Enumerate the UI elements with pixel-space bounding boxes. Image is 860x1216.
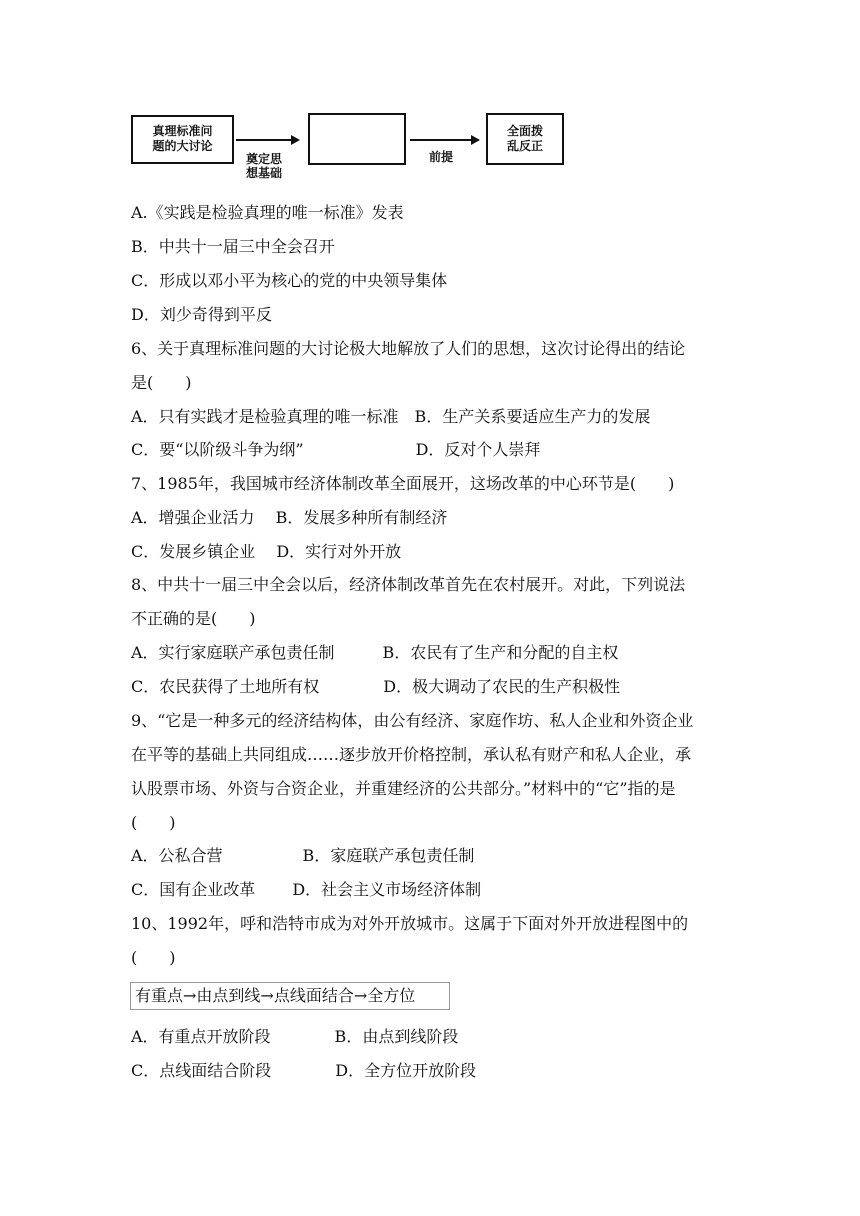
q5-option-d: D．刘少奇得到平反: [131, 305, 272, 324]
diagram-arrow-1: [236, 139, 292, 141]
diagram-arrow-1-label: 奠定思 想基础: [245, 152, 282, 180]
q8-stem-line1: 8、中共十一届三中全会以后，经济体制改革首先在农村展开。对此，下列说法: [131, 575, 686, 594]
diagram-arrow-2: [410, 139, 472, 141]
q6-stem-line1: 6、关于真理标准问题的大讨论极大地解放了人们的思想，这次讨论得出的结论: [131, 339, 686, 358]
q7-stem: 7、1985年，我国城市经济体制改革全面展开，这场改革的中心环节是( ): [131, 474, 675, 493]
diagram-box-truth-debate: 真理标准问 题的大讨论: [131, 115, 234, 164]
q9-options-line1: A．公私合营 B．家庭联产承包责任制: [131, 846, 475, 865]
q5-option-a: A.《实践是检验真理的唯一标准》发表: [131, 203, 404, 222]
q9-stem-line4: ( ): [131, 813, 176, 832]
q6-options-line1: A．只有实践才是检验真理的唯一标准 B．生产关系要适应生产力的发展: [131, 407, 651, 426]
q8-stem-line2: 不正确的是( ): [131, 609, 256, 628]
q10-options-line1: A．有重点开放阶段 B．由点到线阶段: [131, 1027, 459, 1046]
q10-stem-line1: 10、1992年，呼和浩特市成为对外开放城市。这属于下面对外开放进程图中的: [131, 914, 689, 933]
q10-opening-progress-box: 有重点→由点到线→点线面结合→全方位: [130, 982, 450, 1010]
diagram-arrowhead-2: [471, 135, 480, 145]
q9-stem-line3: 认股票市场、外资与合资企业，并重建经济的公共部分。”材料中的“它”指的是: [131, 779, 676, 798]
q9-stem-line1: 9、“它是一种多元的经济结构体，由公有经济、家庭作坊、私人企业和外资企业: [131, 711, 694, 730]
diagram-box-blank: [308, 113, 406, 165]
q6-options-line2: C．要“以阶级斗争为纲” D．反对个人崇拜: [131, 440, 541, 459]
diagram-arrowhead-1: [291, 135, 300, 145]
q9-stem-line2: 在平等的基础上共同组成……逐步放开价格控制，承认私有财产和私人企业，承: [131, 745, 692, 764]
diagram-arrow-2-label: 前提: [428, 150, 453, 164]
diagram-box-boluan-fanzheng: 全面拨 乱反正: [486, 113, 564, 165]
q8-options-line1: A．实行家庭联产承包责任制 B．农民有了生产和分配的自主权: [131, 643, 619, 662]
q6-stem-line2: 是( ): [131, 373, 192, 392]
q10-stem-line2: ( ): [131, 948, 176, 967]
q5-option-c: C．形成以邓小平为核心的党的中央领导集体: [131, 271, 448, 290]
q7-options-line1: A．增强企业活力 B．发展多种所有制经济: [131, 508, 448, 527]
q7-options-line2: C．发展乡镇企业 D．实行对外开放: [131, 542, 402, 561]
q9-options-line2: C．国有企业改革 D．社会主义市场经济体制: [131, 880, 482, 899]
q5-option-b: B．中共十一届三中全会召开: [131, 237, 335, 256]
q10-options-line2: C．点线面结合阶段 D．全方位开放阶段: [131, 1061, 477, 1080]
q8-options-line2: C．农民获得了土地所有权 D．极大调动了农民的生产积极性: [131, 677, 621, 696]
